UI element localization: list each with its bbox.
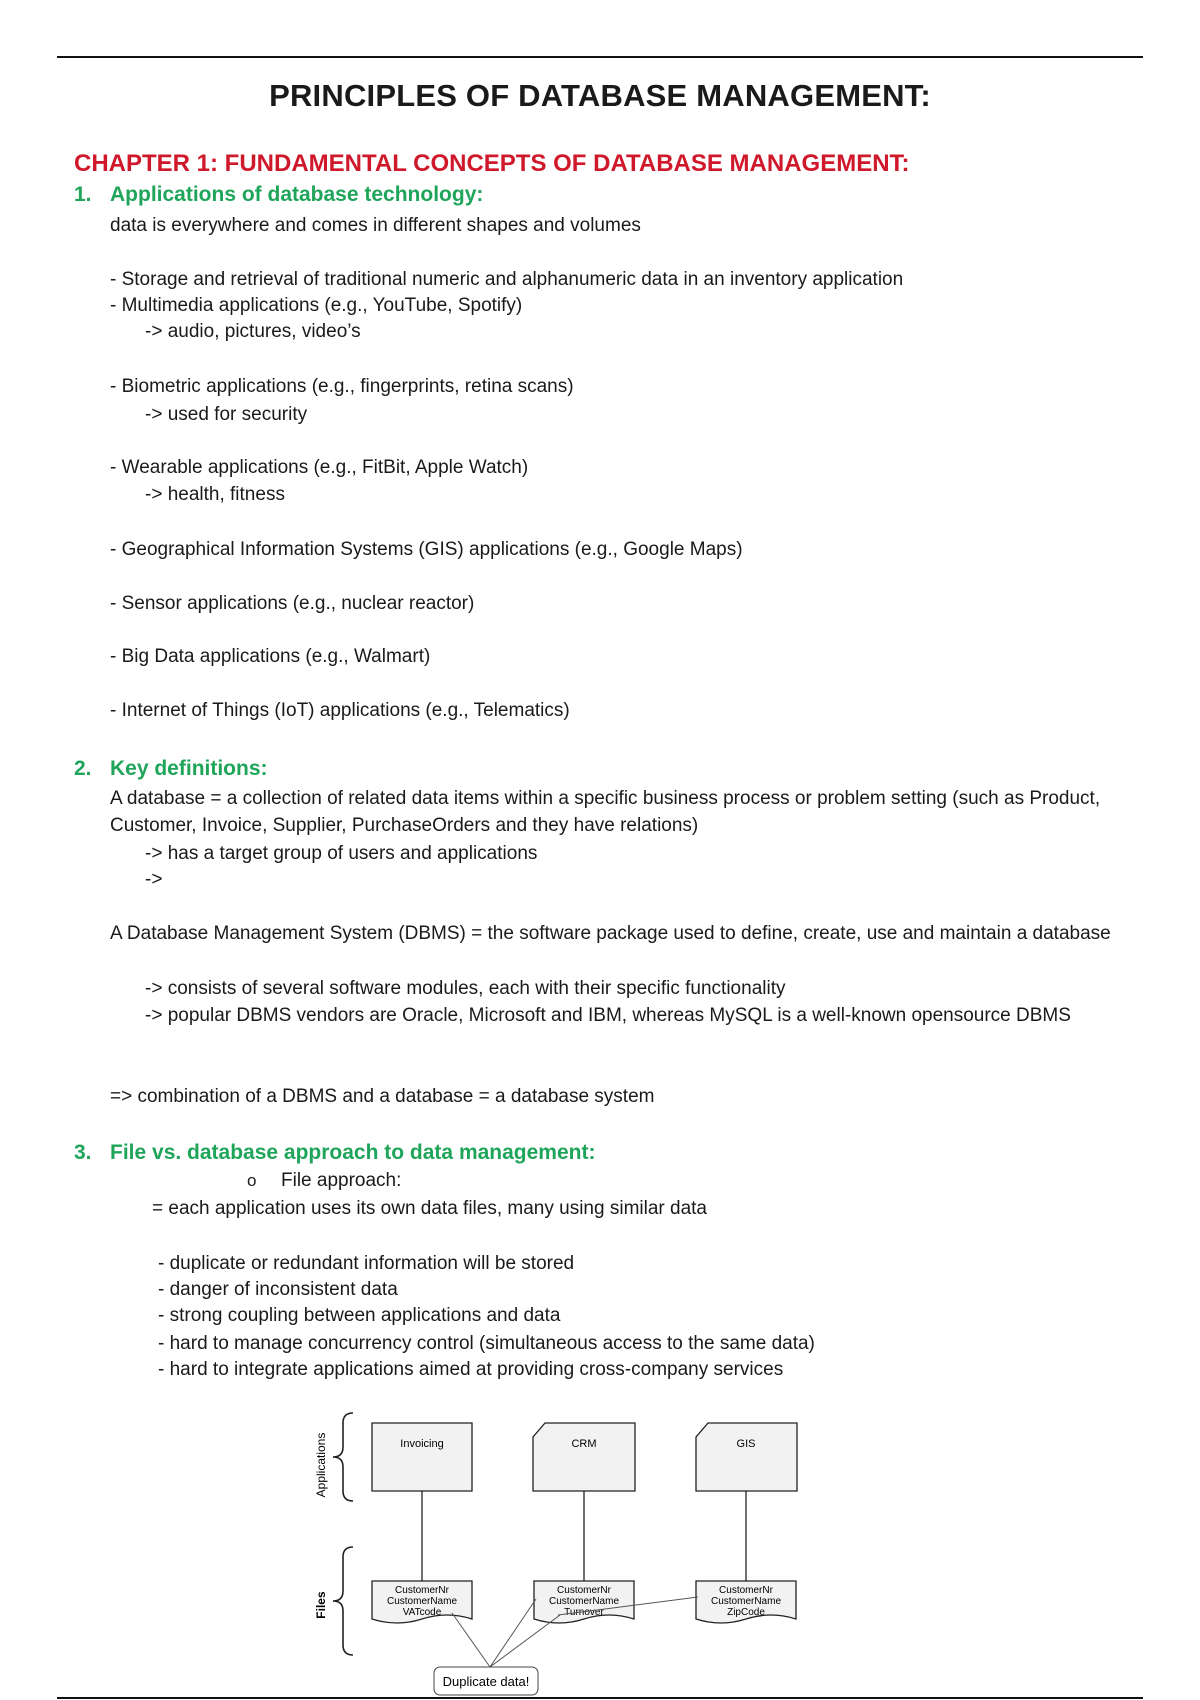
app-box-gis (696, 1423, 797, 1491)
list-item: - Storage and retrieval of traditional numeric and alphanumeric data in an inventory application (110, 269, 904, 290)
list-item: - hard to manage concurrency control (simultaneous access to the same data) (158, 1333, 815, 1354)
top-rule (57, 56, 1143, 58)
file-approach-heading: File approach: (281, 1170, 402, 1191)
file-field: CustomerNr (557, 1585, 611, 1596)
page-title: PRINCIPLES OF DATABASE MANAGEMENT: (269, 78, 931, 113)
file-approach-definition: = each application uses its own data files, many using similar data (152, 1198, 707, 1219)
section-3-title: File vs. database approach to data management: (110, 1141, 596, 1164)
file-box-gis (696, 1581, 796, 1623)
list-item: - duplicate or redundant information will be stored (158, 1253, 575, 1274)
app-box-crm (533, 1423, 635, 1491)
list-item: - Wearable applications (e.g., FitBit, Apple Watch) (110, 457, 529, 478)
file-field: CustomerName (386, 1596, 458, 1607)
callout-label: Duplicate data! (442, 1674, 530, 1689)
list-subitem: -> health, fitness (145, 484, 285, 505)
duplicate-data-callout (434, 1667, 538, 1695)
files-label: Files (314, 1591, 328, 1619)
list-item: - strong coupling between applications and data (158, 1305, 561, 1326)
circle-bullet-icon: o (247, 1171, 257, 1190)
section-2-title: Key definitions: (110, 757, 268, 780)
section-1-title: Applications of database technology: (110, 183, 484, 206)
chapter-heading: CHAPTER 1: FUNDAMENTAL CONCEPTS OF DATABASE MANAGEMENT: (74, 150, 910, 177)
app-label: CRM (571, 1438, 597, 1450)
list-item: - Geographical Information Systems (GIS) applications (e.g., Google Maps) (110, 539, 743, 560)
dbms-subpoint: -> consists of several software modules, each with their specific functionality (145, 978, 786, 999)
file-field: CustomerNr (395, 1585, 449, 1596)
list-item: - Big Data applications (e.g., Walmart) (110, 646, 431, 667)
dbms-subpoint: -> popular DBMS vendors are Oracle, Microsoft and IBM, whereas MySQL is a well-known opensource DBMS (145, 1005, 1071, 1026)
callout-line (490, 1599, 536, 1667)
list-item: - hard to integrate applications aimed at providing cross-company services (158, 1359, 784, 1380)
database-system-conclusion: => combination of a DBMS and a database = a database system (110, 1086, 655, 1107)
file-field: Turnover (564, 1607, 604, 1618)
files-brace (333, 1547, 353, 1655)
list-item: - Biometric applications (e.g., fingerprints, retina scans) (110, 376, 574, 397)
list-item: - danger of inconsistent data (158, 1279, 398, 1300)
file-box-crm (534, 1581, 634, 1623)
list-subitem: -> audio, pictures, video’s (145, 321, 361, 342)
database-definition: A database = a collection of related data items within a specific business process or problem setting (such as Product, Customer, Invoice, Supplier, PurchaseOrders and they have relations) (110, 788, 1101, 836)
applications-label: Applications (314, 1432, 328, 1498)
app-box-invoicing (372, 1423, 472, 1491)
app-label: GIS (736, 1438, 756, 1450)
database-subpoint: -> (145, 869, 163, 890)
file-field: CustomerName (548, 1596, 620, 1607)
section-1-number: 1. (74, 183, 92, 206)
applications-brace (333, 1413, 353, 1501)
file-field: VATcode (402, 1607, 442, 1618)
list-item: - Internet of Things (IoT) applications (e.g., Telematics) (110, 700, 570, 721)
bottom-rule (57, 1697, 1143, 1699)
section-2-number: 2. (74, 757, 92, 780)
callout-line (452, 1613, 490, 1667)
file-field: ZipCode (727, 1607, 765, 1618)
file-field: CustomerName (710, 1596, 782, 1607)
list-item: - Sensor applications (e.g., nuclear reactor) (110, 593, 475, 614)
database-subpoint: -> has a target group of users and applications (145, 843, 538, 864)
callout-line (490, 1615, 560, 1667)
file-box-invoicing (372, 1581, 472, 1623)
file-field: CustomerNr (719, 1585, 773, 1596)
file-approach-diagram (300, 1405, 820, 1697)
app-label: Invoicing (400, 1438, 444, 1450)
list-item: - Multimedia applications (e.g., YouTube, Spotify) (110, 295, 523, 316)
section-3-number: 3. (74, 1141, 92, 1164)
dbms-definition: A Database Management System (DBMS) = the software package used to define, create, use and maintain a database (110, 923, 1111, 944)
list-subitem: -> used for security (145, 404, 308, 425)
section-1-intro: data is everywhere and comes in different shapes and volumes (110, 215, 641, 236)
